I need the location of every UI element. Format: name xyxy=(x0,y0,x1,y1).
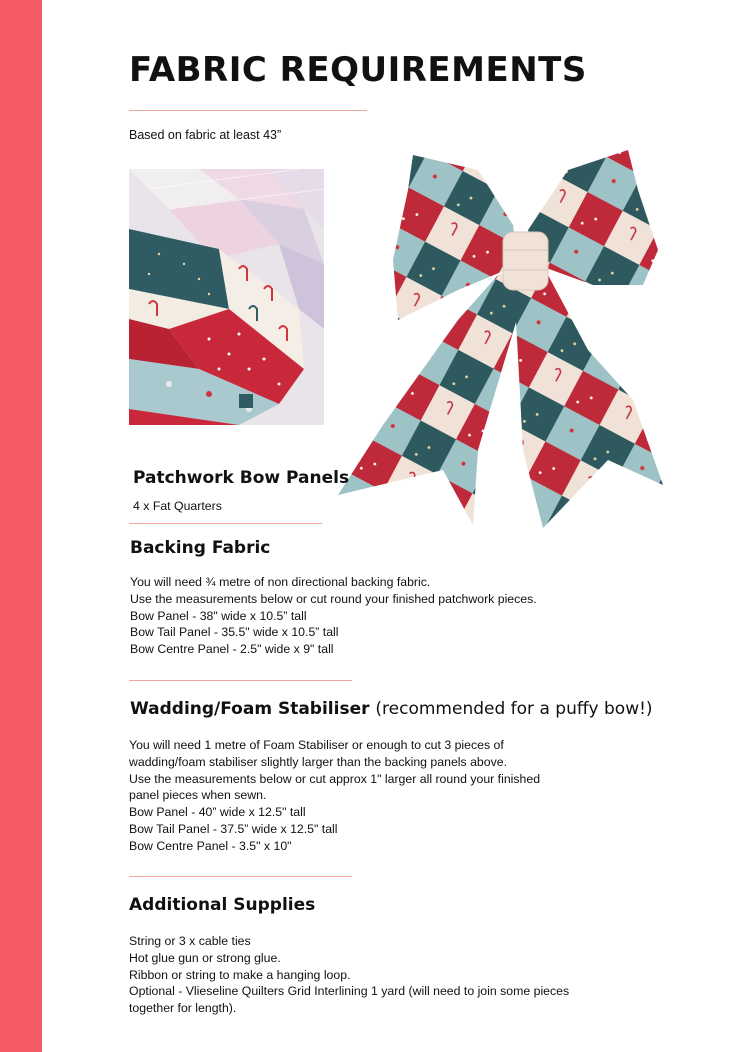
backing-text xyxy=(130,574,537,658)
title-divider xyxy=(129,110,367,111)
supplies-line: Hot glue gun or strong glue. xyxy=(129,950,281,965)
patchwork-divider xyxy=(129,523,322,524)
supplies-heading: Additional Supplies xyxy=(129,895,316,915)
backing-heading: Backing Fabric xyxy=(130,538,271,558)
wadding-heading-suffix: (recommended for a puffy bow!) xyxy=(375,699,653,719)
wadding-line: Use the measurements below or cut approx 1" larger all round your finished xyxy=(129,771,541,786)
patchwork-heading: Patchwork Bow Panels xyxy=(133,468,350,488)
backing-line: Bow Tail Panel - 35.5" wide x 10.5” tall xyxy=(130,625,339,640)
page-title: FABRIC REQUIREMENTS xyxy=(129,50,587,90)
wadding-line: You will need 1 metre of Foam Stabiliser or enough to cut 3 pieces of xyxy=(129,738,504,752)
wadding-line: wadding/foam stabiliser slightly larger than the backing panels above. xyxy=(129,754,508,769)
fabric-stack-photo xyxy=(129,169,324,425)
wadding-line: Bow Tail Panel - 37.5” wide x 12.5" tall xyxy=(129,821,338,836)
supplies-text xyxy=(129,933,569,1017)
wadding-divider xyxy=(129,876,352,877)
backing-line: Use the measurements below or cut round your finished patchwork pieces. xyxy=(130,591,537,606)
supplies-line: Ribbon or string to make a hanging loop. xyxy=(129,967,351,982)
backing-line: Bow Centre Panel - 2.5" wide x 9" tall xyxy=(130,642,334,657)
supplies-line: Optional - Vlieseline Quilters Grid Interlining 1 yard (will need to join some pieces xyxy=(129,984,570,999)
wadding-heading xyxy=(130,699,653,719)
wadding-line: panel pieces when sewn. xyxy=(129,788,267,803)
accent-sidebar xyxy=(0,0,42,1052)
backing-divider xyxy=(129,680,352,681)
intro-text: Based on fabric at least 43” xyxy=(129,128,282,142)
wadding-line: Bow Centre Panel - 3.5" x 10" xyxy=(129,838,292,853)
wadding-line: Bow Panel - 40” wide x 12.5" tall xyxy=(129,805,306,820)
backing-line: You will need ¾ metre of non directional backing fabric. xyxy=(130,575,431,589)
patchwork-bow-image xyxy=(338,150,668,532)
wadding-text xyxy=(129,737,540,855)
wadding-heading-title: Wadding/Foam Stabiliser xyxy=(130,699,370,719)
supplies-line: together for length). xyxy=(129,1001,237,1016)
patchwork-text: 4 x Fat Quarters xyxy=(133,499,222,513)
supplies-line: String or 3 x cable ties xyxy=(129,934,251,948)
backing-line: Bow Panel - 38" wide x 10.5” tall xyxy=(130,608,307,623)
